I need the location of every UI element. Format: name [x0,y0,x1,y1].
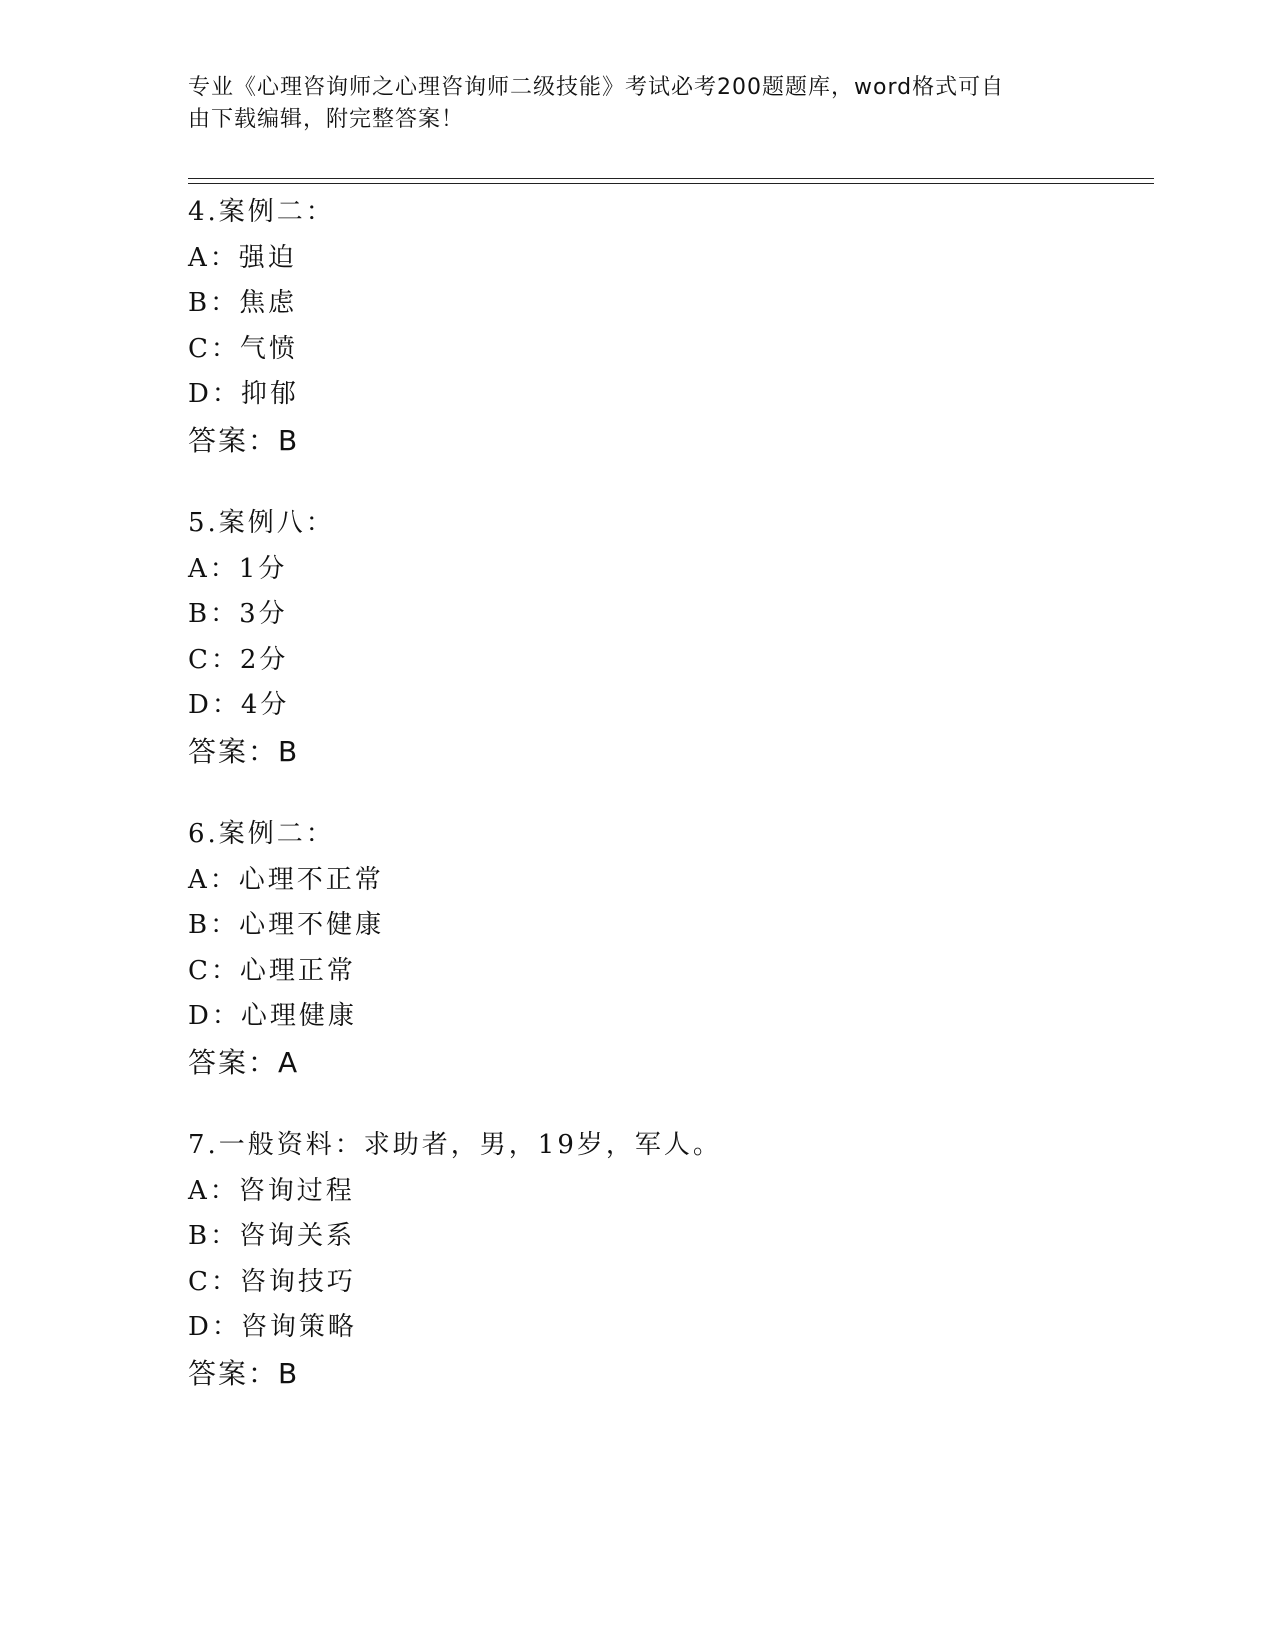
option-d: D：抑郁 [188,379,299,409]
question-stem: 4.案例二： [188,197,335,227]
option-c: C：心理正常 [188,955,356,986]
question-stem: 7.一般资料：求助者，男，19岁，军人。 [188,1130,722,1160]
question-6 [188,812,1148,1085]
option-b: B：心理不健康 [188,910,385,940]
option-d: D：咨询策略 [188,1312,357,1342]
option-b: B：3分 [188,599,288,629]
option-d: D：心理健康 [188,1001,357,1031]
option-a: A：咨询过程 [188,1175,355,1206]
document-header [188,72,1088,136]
header-divider-bottom [188,183,1154,184]
header-line-1: 专业《心理咨询师之心理咨询师二级技能》考试必考200题题库，word格式可自 [188,75,1005,100]
answer: 答案：B [188,734,300,768]
option-c: C：咨询技巧 [188,1266,356,1297]
question-stem: 6.案例二： [188,819,335,849]
option-a: A：强迫 [188,242,297,273]
option-a: A：1分 [188,553,288,584]
answer: 答案：B [188,1356,300,1390]
answer: 答案：B [188,423,300,457]
option-b: B：咨询关系 [188,1221,356,1251]
option-c: C：2分 [188,644,289,675]
option-a: A：心理不正常 [188,864,384,895]
question-stem: 5.案例八： [188,508,335,538]
option-d: D：4分 [188,690,290,720]
question-7 [188,1123,1148,1396]
question-4 [188,190,1148,463]
question-5 [188,501,1148,774]
question-list [188,190,1148,1434]
answer: 答案：A [188,1045,300,1079]
header-divider-top [188,178,1154,179]
option-c: C：气愤 [188,333,298,364]
header-line-2: 由下载编辑，附完整答案！ [188,107,465,132]
option-b: B：焦虑 [188,288,298,318]
